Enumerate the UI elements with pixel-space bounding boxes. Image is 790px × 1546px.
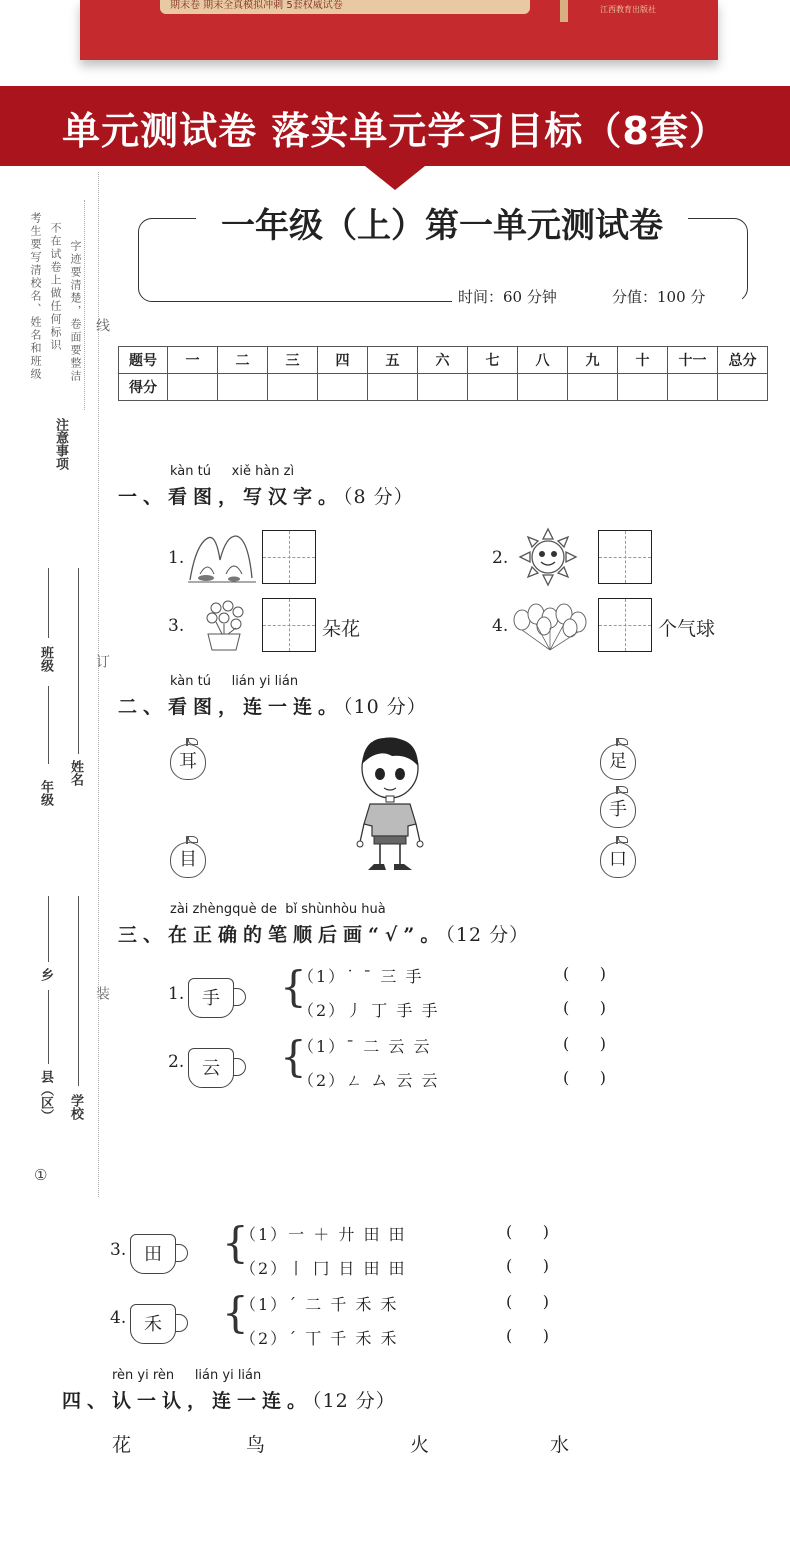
row-label: 题号 bbox=[119, 347, 168, 374]
score-cell[interactable] bbox=[268, 374, 318, 401]
col-header: 九 bbox=[568, 347, 618, 374]
notes-label: 注意事项 bbox=[53, 418, 68, 470]
section3-heading bbox=[118, 920, 529, 947]
match-char[interactable]: 水 bbox=[550, 1434, 570, 1456]
apple-card-right-1[interactable]: 足 bbox=[600, 744, 636, 780]
section2-pinyin: kàn tú lián yi lián bbox=[170, 674, 299, 689]
col-header: 四 bbox=[318, 347, 368, 374]
col-header: 一 bbox=[168, 347, 218, 374]
writing-grid-1[interactable] bbox=[262, 530, 316, 584]
score-cell[interactable] bbox=[568, 374, 618, 401]
publisher-logo: 江西教育出版社 bbox=[600, 5, 656, 14]
box-gold-ribbon bbox=[560, 0, 568, 22]
col-header: 七 bbox=[468, 347, 518, 374]
balloons-icon bbox=[510, 600, 592, 652]
score-cell[interactable] bbox=[468, 374, 518, 401]
score-cell[interactable] bbox=[168, 374, 218, 401]
banner bbox=[0, 86, 790, 166]
class-field-label: 班级 bbox=[38, 646, 53, 672]
cut-line-char-1: 线 bbox=[94, 318, 110, 332]
match-char[interactable]: 花 bbox=[112, 1434, 132, 1456]
score-cell[interactable] bbox=[668, 374, 718, 401]
apple-card-right-2[interactable]: 手 bbox=[600, 792, 636, 828]
section1-points: （8 分） bbox=[343, 486, 414, 508]
boy-illustration bbox=[352, 734, 428, 876]
score-cell[interactable] bbox=[718, 374, 768, 401]
item-suffix: 朵花 bbox=[322, 618, 361, 640]
col-header: 总分 bbox=[718, 347, 768, 374]
stroke-option: （1）ˉ 二 云 云 bbox=[298, 1037, 432, 1056]
answer-paren[interactable]: ( ) bbox=[563, 964, 606, 983]
apple-card-left-2[interactable]: 目 bbox=[170, 842, 206, 878]
section2-heading bbox=[118, 692, 427, 719]
item-number: 3. bbox=[110, 1240, 127, 1260]
name-field-label: 姓名 bbox=[68, 760, 83, 786]
notes-line-2: 不在试卷上做任何标识 bbox=[49, 222, 62, 352]
brace: { bbox=[222, 1288, 249, 1337]
section4-pinyin: rèn yi rèn lián yi lián bbox=[112, 1368, 262, 1383]
grade-field-label: 年级 bbox=[38, 780, 53, 806]
section1-heading bbox=[118, 482, 414, 509]
section1-pinyin: kàn tú xiě hàn zì bbox=[170, 464, 295, 479]
answer-paren[interactable]: ( ) bbox=[506, 1292, 549, 1311]
section4-heading bbox=[62, 1386, 396, 1413]
stroke-option: （2）ㄥ ム 云 云 bbox=[298, 1071, 440, 1090]
mug-card-2: 云 bbox=[188, 1048, 234, 1088]
answer-paren[interactable]: ( ) bbox=[506, 1256, 549, 1275]
mountain-icon bbox=[186, 530, 258, 584]
banner-arrow bbox=[365, 166, 425, 190]
section1-heading-text: 一、看图，写汉字。 bbox=[118, 486, 344, 508]
grade-field-line[interactable] bbox=[48, 686, 49, 764]
mug-card-4: 禾 bbox=[130, 1304, 176, 1344]
stroke-option: （2）丨 冂 日 田 田 bbox=[240, 1259, 407, 1278]
score-cell[interactable] bbox=[418, 374, 468, 401]
section4-heading-text: 四、认一认，连一连。 bbox=[62, 1390, 313, 1412]
answer-paren[interactable]: ( ) bbox=[506, 1326, 549, 1345]
brace: { bbox=[280, 1032, 307, 1081]
apple-card-right-3[interactable]: 口 bbox=[600, 842, 636, 878]
county-field-line[interactable] bbox=[48, 990, 49, 1064]
product-box-strip bbox=[80, 0, 718, 60]
col-header: 二 bbox=[218, 347, 268, 374]
township-field-line[interactable] bbox=[48, 896, 49, 962]
county-field-label: 县（区） bbox=[38, 1070, 53, 1122]
writing-grid-3[interactable] bbox=[262, 598, 316, 652]
notes-divider bbox=[84, 200, 85, 410]
school-field-label: 学校 bbox=[68, 1094, 83, 1120]
answer-paren[interactable]: ( ) bbox=[506, 1222, 549, 1241]
cut-line-char-3: 装 bbox=[94, 986, 110, 1000]
section3-points: （12 分） bbox=[445, 924, 530, 946]
township-field-label: 乡 bbox=[38, 968, 53, 981]
match-char[interactable]: 鸟 bbox=[246, 1434, 266, 1456]
section3-heading-text: 三、在正确的笔顺后画“√”。 bbox=[118, 924, 446, 946]
col-header: 六 bbox=[418, 347, 468, 374]
answer-paren[interactable]: ( ) bbox=[563, 1034, 606, 1053]
section2-heading-text: 二、看图，连一连。 bbox=[118, 696, 344, 718]
section4-points: （12 分） bbox=[312, 1390, 396, 1412]
score-cell[interactable] bbox=[368, 374, 418, 401]
notes-line-3: 字迹要清楚，卷面要整洁 bbox=[69, 240, 82, 383]
cut-line-char-2: 订 bbox=[94, 654, 110, 668]
mug-card-1: 手 bbox=[188, 978, 234, 1018]
col-header: 八 bbox=[518, 347, 568, 374]
score-table-score-row bbox=[119, 374, 768, 401]
score-cell[interactable] bbox=[518, 374, 568, 401]
writing-grid-4[interactable] bbox=[598, 598, 652, 652]
school-field-line[interactable] bbox=[78, 896, 79, 1086]
flower-pot-icon bbox=[200, 598, 248, 654]
mug-card-3: 田 bbox=[130, 1234, 176, 1274]
name-field-line[interactable] bbox=[78, 568, 79, 754]
col-header: 十 bbox=[618, 347, 668, 374]
item-number: 4. bbox=[492, 616, 509, 636]
score-cell[interactable] bbox=[318, 374, 368, 401]
notes-line-1: 考生要写清校名、姓名和班级 bbox=[29, 212, 42, 381]
brace: { bbox=[280, 962, 307, 1011]
stroke-option: （2）ˊ 丅 千 禾 禾 bbox=[240, 1329, 399, 1348]
score-table bbox=[118, 346, 768, 401]
brace: { bbox=[222, 1218, 249, 1267]
item-number: 2. bbox=[168, 1052, 185, 1072]
stroke-option: （1）˙ ˉ 三 手 bbox=[298, 967, 424, 986]
box-label-strip: 期末卷 期末全真模拟冲刺 5套权威试卷 bbox=[160, 0, 530, 14]
item-number: 3. bbox=[168, 616, 185, 636]
section3-pinyin: zài zhèngquè de bǐ shùnhòu huà bbox=[170, 902, 386, 917]
item-number: 1. bbox=[168, 984, 185, 1004]
score-table-header-row bbox=[119, 347, 768, 374]
row-label: 得分 bbox=[119, 374, 168, 401]
item-number: 4. bbox=[110, 1308, 127, 1328]
item-number: 1. bbox=[168, 548, 185, 568]
page-marker: ① bbox=[34, 1166, 48, 1184]
match-char[interactable]: 火 bbox=[410, 1434, 430, 1456]
stroke-option: （1）ˊ 二 千 禾 禾 bbox=[240, 1295, 399, 1314]
answer-paren[interactable]: ( ) bbox=[563, 1068, 606, 1087]
col-header: 五 bbox=[368, 347, 418, 374]
sun-icon bbox=[516, 526, 580, 588]
item-suffix: 个气球 bbox=[658, 618, 716, 640]
time-limit: 时间：60 分钟 bbox=[458, 288, 557, 306]
item-number: 2. bbox=[492, 548, 509, 568]
col-header: 三 bbox=[268, 347, 318, 374]
section2-points: （10 分） bbox=[343, 696, 427, 718]
col-header: 十一 bbox=[668, 347, 718, 374]
total-score: 分值：100 分 bbox=[612, 288, 706, 306]
banner-title: 单元测试卷 落实单元学习目标（8套） bbox=[62, 109, 728, 153]
writing-grid-2[interactable] bbox=[598, 530, 652, 584]
class-field-line[interactable] bbox=[48, 568, 49, 638]
page-title: 一年级（上）第一单元测试卷 bbox=[221, 206, 663, 246]
score-cell[interactable] bbox=[618, 374, 668, 401]
score-cell[interactable] bbox=[218, 374, 268, 401]
stroke-option: （1）一 ＋ 廾 田 田 bbox=[240, 1225, 407, 1244]
stroke-option: （2）丿 丁 手 手 bbox=[298, 1001, 440, 1020]
apple-card-left-1[interactable]: 耳 bbox=[170, 744, 206, 780]
answer-paren[interactable]: ( ) bbox=[563, 998, 606, 1017]
